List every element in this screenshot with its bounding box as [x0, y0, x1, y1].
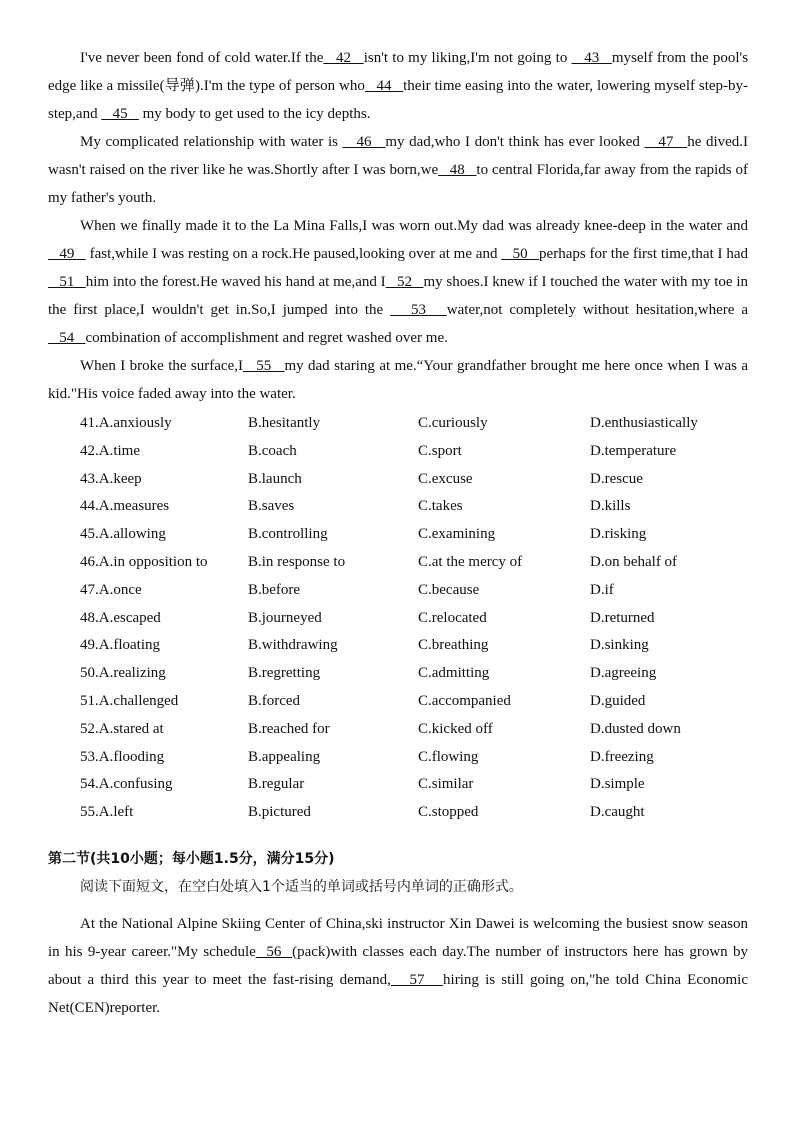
option-b: B.journeyed: [248, 609, 322, 626]
option-c: C.sport: [418, 442, 462, 459]
text: isn't to my liking,I'm not going to: [363, 50, 568, 66]
option-row: [80, 660, 760, 688]
option-b: B.saves: [248, 498, 295, 515]
option-c: C.accompanied: [418, 692, 511, 709]
option-a: 46.A.in opposition to: [80, 553, 208, 570]
grammar-passage: [48, 910, 748, 1022]
text: combination of accomplishment and regret washed over me.: [85, 330, 448, 346]
option-row: [80, 688, 760, 716]
blank-47: 47: [644, 134, 688, 150]
option-d: D.risking: [590, 526, 647, 543]
text: At the National Alpine Skiing Center of China,ski instructor Xin Dawei is welcoming the busiest snow season in his 9-year career."My schedule: [48, 916, 748, 960]
blank-46: 46: [342, 134, 386, 150]
option-c: C.at the mercy of: [418, 553, 523, 570]
text: I've never been fond of cold water.If the: [80, 50, 324, 66]
option-d: D.simple: [590, 776, 645, 793]
option-c: C.takes: [418, 498, 463, 515]
text: water,not completely without hesitation,where a: [446, 302, 749, 318]
option-b: B.pictured: [248, 804, 311, 821]
blank-53: 53: [390, 302, 447, 318]
option-row: [80, 521, 760, 549]
option-d: D.enthusiastically: [590, 415, 698, 431]
option-row: [80, 549, 760, 577]
text: my dad,who I don't think has ever looked: [385, 134, 640, 150]
option-d: D.sinking: [590, 637, 649, 654]
text: fast,while I was resting on a rock.He paused,looking over at me and: [89, 246, 498, 262]
option-b: B.launch: [248, 470, 302, 487]
option-a: 55.A.left: [80, 804, 134, 821]
option-b: B.before: [248, 581, 301, 598]
option-a: 54.A.confusing: [80, 776, 173, 793]
option-a: 48.A.escaped: [80, 609, 161, 626]
option-d: D.kills: [590, 498, 631, 515]
paragraph-2: [48, 128, 748, 212]
option-c: C.because: [418, 581, 480, 598]
blank-45: 45: [101, 106, 139, 122]
option-c: C.breathing: [418, 637, 489, 654]
option-c: C.flowing: [418, 748, 479, 765]
blank-50: 50: [501, 246, 540, 262]
blank-43: 43: [571, 50, 612, 66]
option-row: [80, 466, 760, 494]
option-d: D.agreeing: [590, 665, 657, 682]
option-d: D.freezing: [590, 748, 654, 765]
paragraph-3: [48, 212, 748, 352]
answer-options: [80, 410, 760, 827]
option-row: [80, 493, 760, 521]
option-b: B.hesitantly: [248, 415, 321, 431]
blank-49: 49: [48, 246, 86, 262]
text: (pack)with classes each day.The number of instructors here has grown by about a third this year to meet the fast-rising demand,: [48, 944, 748, 988]
option-c: C.curiously: [418, 415, 488, 431]
text: him into the forest.He waved his hand at me,and I: [85, 274, 386, 290]
option-row: [80, 716, 760, 744]
option-row: [80, 744, 760, 772]
option-a: 47.A.once: [80, 581, 142, 598]
option-c: C.excuse: [418, 470, 473, 487]
option-row: [80, 632, 760, 660]
option-d: D.returned: [590, 609, 655, 626]
blank-51: 51: [48, 274, 86, 290]
option-c: C.admitting: [418, 665, 490, 682]
option-a: 43.A.keep: [80, 470, 142, 487]
option-d: D.temperature: [590, 442, 677, 459]
option-row: [80, 605, 760, 633]
cloze-passage: [48, 44, 748, 408]
option-row: [80, 799, 760, 827]
option-a: 41.A.anxiously: [80, 415, 172, 431]
option-c: C.kicked off: [418, 720, 493, 737]
section-title: 第二节(共10小题；每小题1.5分，满分15分): [48, 851, 335, 867]
blank-42: 42: [323, 50, 364, 66]
paragraph-5: [48, 910, 748, 1022]
blank-56: 56: [255, 944, 293, 960]
text: to central Florida,far away from the rapids of my father's youth.: [48, 162, 749, 206]
option-c: C.examining: [418, 526, 496, 543]
text: he dived.I wasn't raised on the river like he was.Shortly after I was born,we: [48, 134, 749, 178]
text: My complicated relationship with water is: [80, 134, 339, 150]
option-a: 45.A.allowing: [80, 526, 166, 543]
option-d: D.caught: [590, 804, 645, 821]
option-d: D.guided: [590, 692, 646, 709]
text: When we finally made it to the La Mina Falls,I was worn out.My dad was already knee-deep in the water and: [80, 218, 748, 234]
option-d: D.if: [590, 581, 614, 598]
option-row: [80, 577, 760, 605]
paragraph-1: [48, 44, 748, 128]
text: When I broke the surface,I: [80, 358, 243, 374]
option-b: B.controlling: [248, 526, 328, 543]
option-c: C.relocated: [418, 609, 487, 626]
option-b: B.coach: [248, 442, 297, 459]
option-b: B.regular: [248, 776, 305, 793]
text: my shoes.I knew if I touched the water with my toe in the first place,I wouldn't get in.So,I jumped into the: [48, 274, 749, 318]
option-row: [80, 438, 760, 466]
option-row: [80, 410, 760, 438]
blank-57: 57: [390, 972, 444, 988]
text: perhaps for the first time,that I had: [539, 246, 749, 262]
blank-44: 44: [364, 78, 404, 94]
blank-55: 55: [242, 358, 285, 374]
option-b: B.reached for: [248, 720, 330, 737]
text: their time easing into the water, lowering myself step-by-step,and: [48, 78, 749, 122]
option-c: C.stopped: [418, 804, 479, 821]
section-instruction: 阅读下面短文，在空白处填入1个适当的单词或括号内单词的正确形式。: [80, 879, 523, 895]
option-d: D.rescue: [590, 470, 643, 487]
option-b: B.in response to: [248, 553, 346, 570]
option-d: D.dusted down: [590, 720, 681, 737]
option-row: [80, 771, 760, 799]
text: my dad staring at me.“Your grandfather brought me here once when I was a kid."His voice faded away into the water.: [48, 358, 749, 402]
option-a: 50.A.realizing: [80, 665, 166, 682]
option-d: D.on behalf of: [590, 553, 678, 570]
text: my body to get used to the icy depths.: [142, 106, 371, 122]
option-a: 49.A.floating: [80, 637, 160, 654]
option-c: C.similar: [418, 776, 474, 793]
option-a: 42.A.time: [80, 442, 140, 459]
blank-54: 54: [48, 330, 86, 346]
text: hiring is still going on,"he told China Economic Net(CEN)reporter.: [48, 972, 748, 1016]
blank-52: 52: [385, 274, 424, 290]
option-b: B.appealing: [248, 748, 321, 765]
option-a: 52.A.stared at: [80, 720, 164, 737]
option-b: B.forced: [248, 692, 301, 709]
option-a: 53.A.flooding: [80, 748, 165, 765]
option-a: 51.A.challenged: [80, 692, 179, 709]
option-b: B.regretting: [248, 665, 321, 682]
option-b: B.withdrawing: [248, 637, 338, 654]
paragraph-4: [48, 352, 748, 408]
text: myself from the pool's edge like a missile(导弹).I'm the type of person who: [48, 50, 749, 94]
blank-48: 48: [438, 162, 477, 178]
option-a: 44.A.measures: [80, 498, 170, 515]
